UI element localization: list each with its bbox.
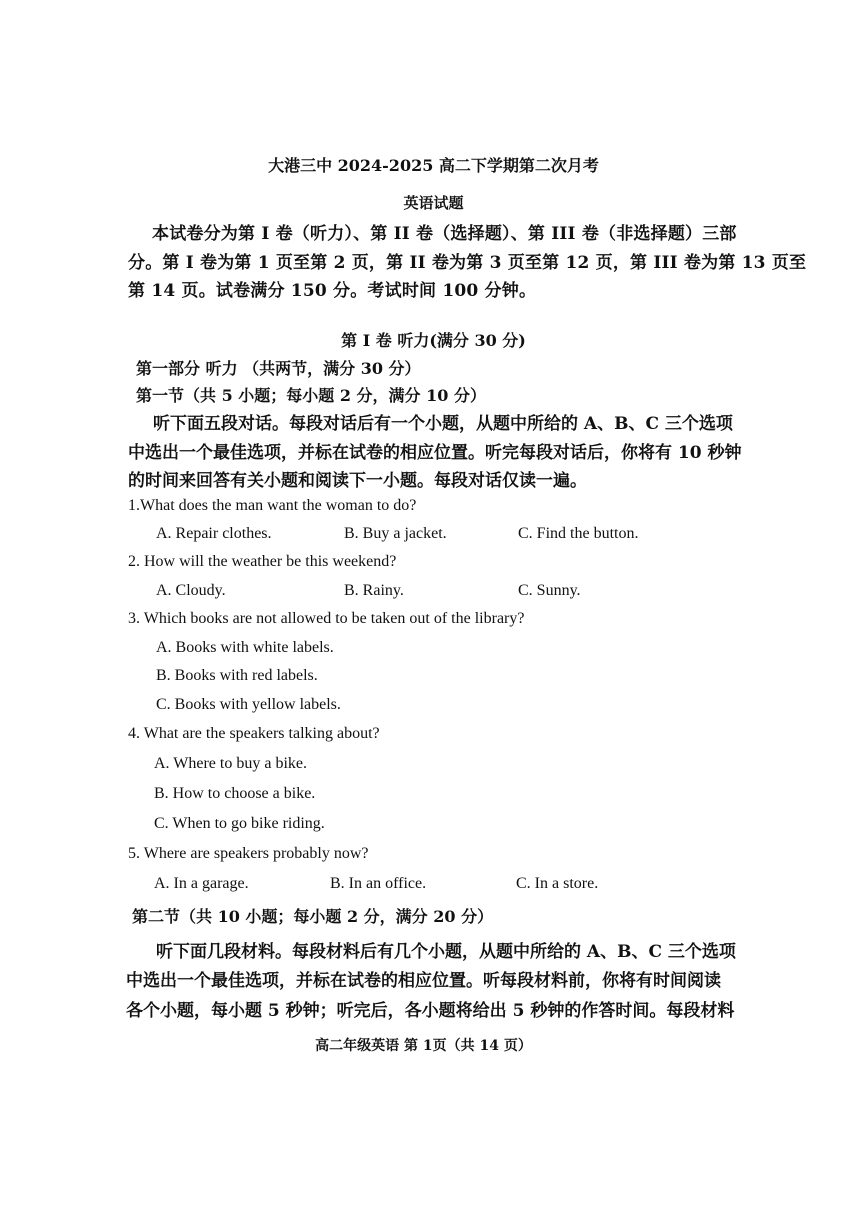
sub1-directions-3: 的时间来回答有关小题和阅读下一小题。每段对话仅读一遍。 — [128, 471, 587, 491]
question-4-option-c: C. When to go bike riding. — [154, 815, 325, 832]
question-1-option-a: A. Repair clothes. — [156, 525, 272, 542]
question-3-option-a: A. Books with white labels. — [156, 639, 334, 656]
intro-line-1: 本试卷分为第 I 卷（听力）、第 II 卷（选择题）、第 III 卷（非选择题）三部 — [152, 224, 737, 244]
sub1-directions-2: 中选出一个最佳选项，并标在试卷的相应位置。听完每段对话后，你将有 10 秒钟 — [128, 443, 742, 463]
question-5-option-c: C. In a store. — [516, 875, 599, 892]
question-2-option-c: C. Sunny. — [518, 582, 581, 599]
sub1-directions-1: 听下面五段对话。每段对话后有一个小题，从题中所给的 A、B、C 三个选项 — [153, 414, 733, 434]
question-3: 3. Which books are not allowed to be taken out of the library? — [128, 610, 525, 627]
intro-line-3: 第 14 页。试卷满分 150 分。考试时间 100 分钟。 — [128, 281, 537, 301]
question-2-option-a: A. Cloudy. — [156, 582, 226, 599]
question-1-option-c: C. Find the button. — [518, 525, 639, 542]
page-footer: 高二年级英语 第 1页（共 14 页） — [315, 1038, 532, 1054]
sub2-directions-1: 听下面几段材料。每段材料后有几个小题，从题中所给的 A、B、C 三个选项 — [156, 942, 736, 962]
section1-title: 第 I 卷 听力(满分 30 分) — [341, 331, 526, 350]
question-4-option-a: A. Where to buy a bike. — [154, 755, 307, 772]
intro-line-2: 分。第 I 卷为第 1 页至第 2 页，第 II 卷为第 3 页至第 12 页，第 III 卷为第 13 页至 — [128, 253, 807, 273]
part1-heading: 第一部分 听力 （共两节，满分 30 分） — [136, 359, 421, 378]
question-4: 4. What are the speakers talking about? — [128, 725, 380, 742]
question-3-option-c: C. Books with yellow labels. — [156, 696, 341, 713]
question-1-option-b: B. Buy a jacket. — [344, 525, 447, 542]
question-3-option-b: B. Books with red labels. — [156, 667, 318, 684]
exam-title: 大港三中 2024-2025 高二下学期第二次月考 — [268, 156, 599, 175]
question-1: 1.What does the man want the woman to do? — [128, 497, 417, 514]
question-2: 2. How will the weather be this weekend? — [128, 553, 397, 570]
question-4-option-b: B. How to choose a bike. — [154, 785, 316, 802]
sub2-heading: 第二节（共 10 小题；每小题 2 分，满分 20 分） — [132, 907, 494, 926]
exam-subtitle: 英语试题 — [403, 194, 464, 212]
question-5-option-a: A. In a garage. — [154, 875, 249, 892]
question-2-option-b: B. Rainy. — [344, 582, 404, 599]
sub2-directions-2: 中选出一个最佳选项，并标在试卷的相应位置。听每段材料前，你将有时间阅读 — [126, 971, 721, 991]
sub1-heading: 第一节（共 5 小题；每小题 2 分，满分 10 分） — [136, 386, 486, 405]
question-5-option-b: B. In an office. — [330, 875, 427, 892]
sub2-directions-3: 各个小题，每小题 5 秒钟；听完后，各小题将给出 5 秒钟的作答时间。每段材料 — [126, 1001, 735, 1021]
question-5: 5. Where are speakers probably now? — [128, 845, 369, 862]
